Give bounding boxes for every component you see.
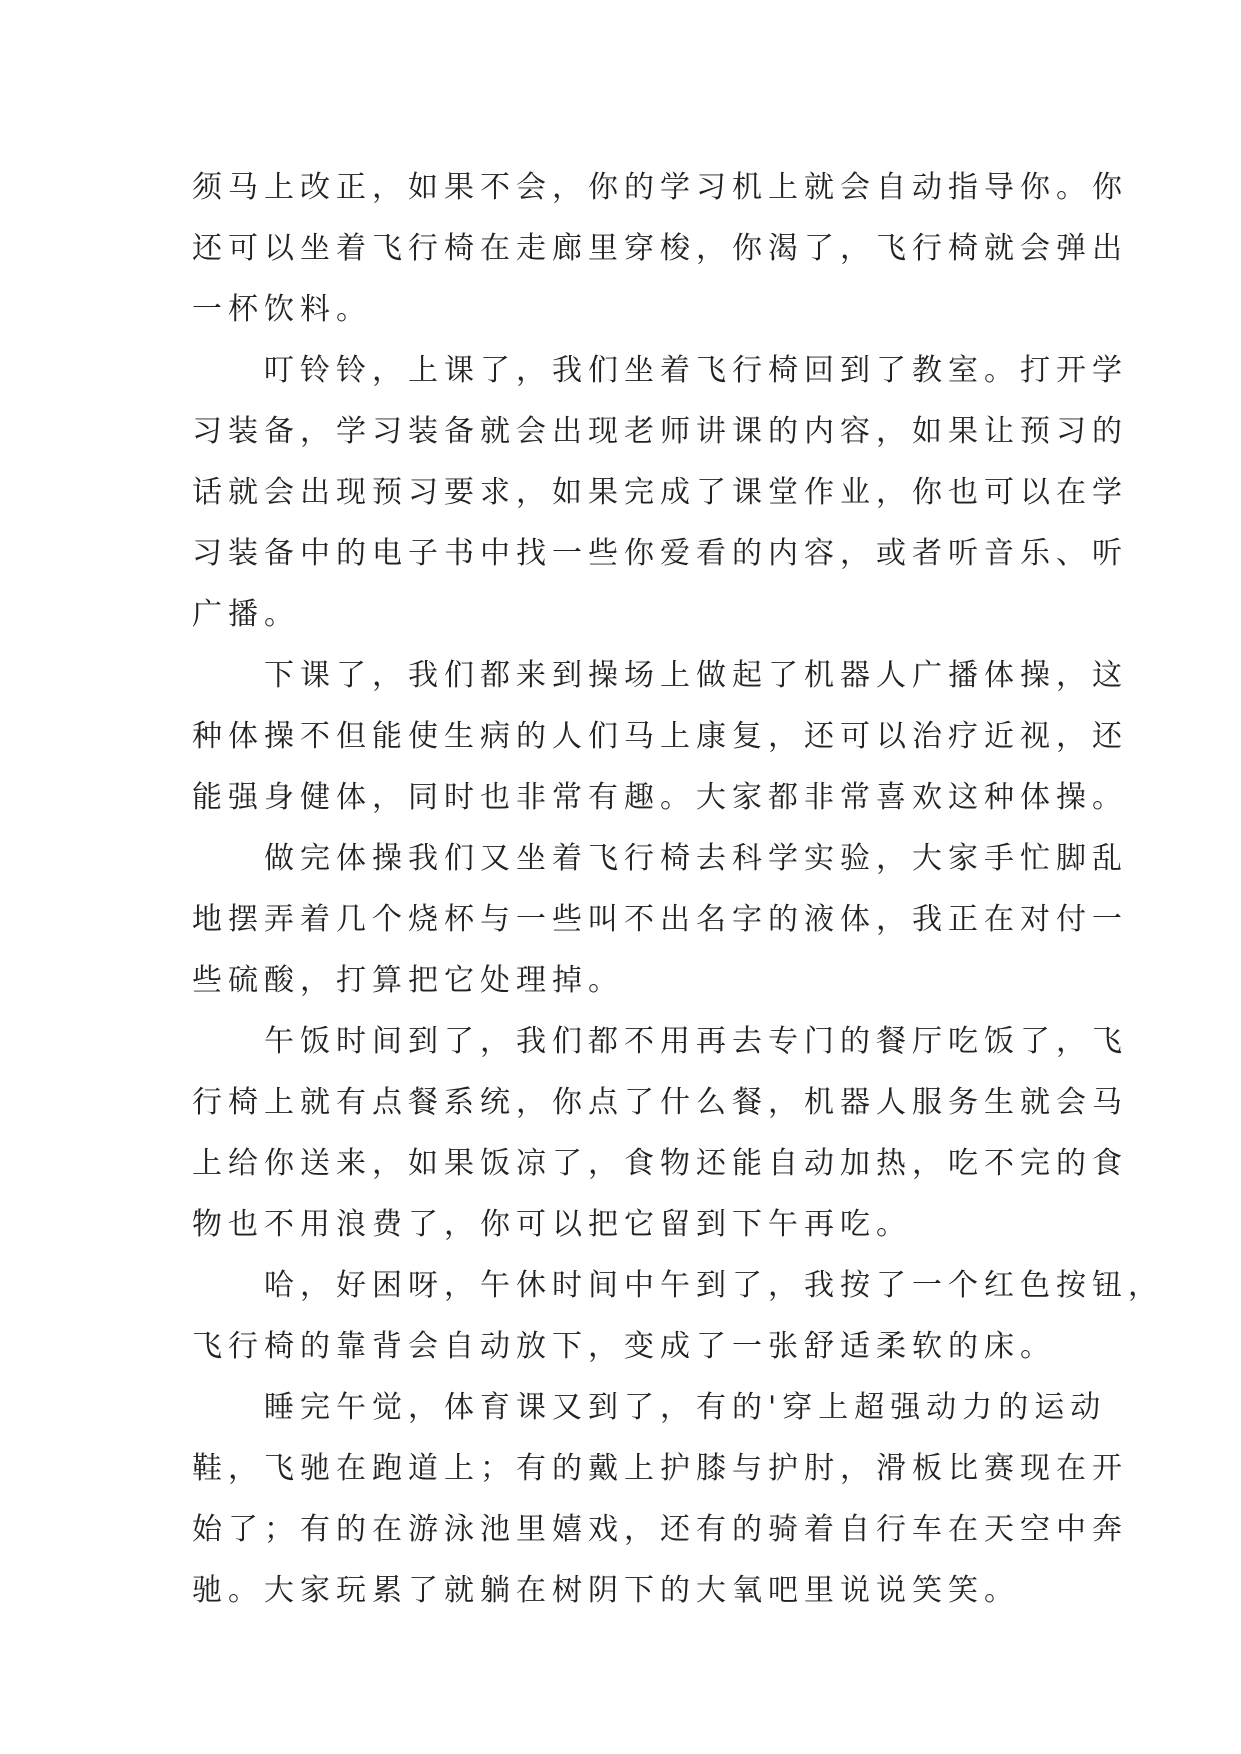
text-line: 还可以坐着飞行椅在走廊里穿梭，你渴了，飞行椅就会弹出 — [192, 231, 1128, 266]
text-line: 话就会出现预习要求，如果完成了课堂作业，你也可以在学 — [192, 475, 1128, 510]
paragraph-first-line: 睡完午觉，体育课又到了，有的'穿上超强动力的运动 — [264, 1390, 1107, 1425]
paragraph-first-line: 叮铃铃，上课了，我们坐着飞行椅回到了教室。打开学 — [264, 353, 1128, 388]
text-line: 鞋，飞驰在跑道上；有的戴上护膝与护肘，滑板比赛现在开 — [192, 1451, 1128, 1486]
body-text — [192, 157, 1164, 1621]
text-line: 行椅上就有点餐系统，你点了什么餐，机器人服务生就会马 — [192, 1085, 1128, 1120]
text-line: 飞行椅的靠背会自动放下，变成了一张舒适柔软的床。 — [192, 1329, 1056, 1364]
text-line: 种体操不但能使生病的人们马上康复，还可以治疗近视，还 — [192, 719, 1128, 754]
text-line: 能强身健体，同时也非常有趣。大家都非常喜欢这种体操。 — [192, 780, 1128, 815]
text-line: 驰。大家玩累了就躺在树阴下的大氧吧里说说笑笑。 — [192, 1573, 1020, 1608]
text-line: 些硫酸，打算把它处理掉。 — [192, 963, 624, 998]
paragraph-first-line: 做完体操我们又坐着飞行椅去科学实验，大家手忙脚乱 — [264, 841, 1128, 876]
text-line: 物也不用浪费了，你可以把它留到下午再吃。 — [192, 1207, 912, 1242]
text-line: 上给你送来，如果饭凉了，食物还能自动加热，吃不完的食 — [192, 1146, 1128, 1181]
text-line: 须马上改正，如果不会，你的学习机上就会自动指导你。你 — [192, 170, 1128, 205]
paragraph-first-line: 哈，好困呀，午休时间中午到了，我按了一个红色按钮， — [264, 1268, 1164, 1303]
paragraph-first-line: 下课了，我们都来到操场上做起了机器人广播体操，这 — [264, 658, 1128, 693]
text-line: 一杯饮料。 — [192, 292, 372, 327]
text-line: 习装备中的电子书中找一些你爱看的内容，或者听音乐、听 — [192, 536, 1128, 571]
text-line: 地摆弄着几个烧杯与一些叫不出名字的液体，我正在对付一 — [192, 902, 1128, 937]
paragraph-first-line: 午饭时间到了，我们都不用再去专门的餐厅吃饭了，飞 — [264, 1024, 1128, 1059]
text-line: 始了；有的在游泳池里嬉戏，还有的骑着自行车在天空中奔 — [192, 1512, 1128, 1547]
text-line: 习装备，学习装备就会出现老师讲课的内容，如果让预习的 — [192, 414, 1128, 449]
text-line: 广播。 — [192, 597, 300, 632]
